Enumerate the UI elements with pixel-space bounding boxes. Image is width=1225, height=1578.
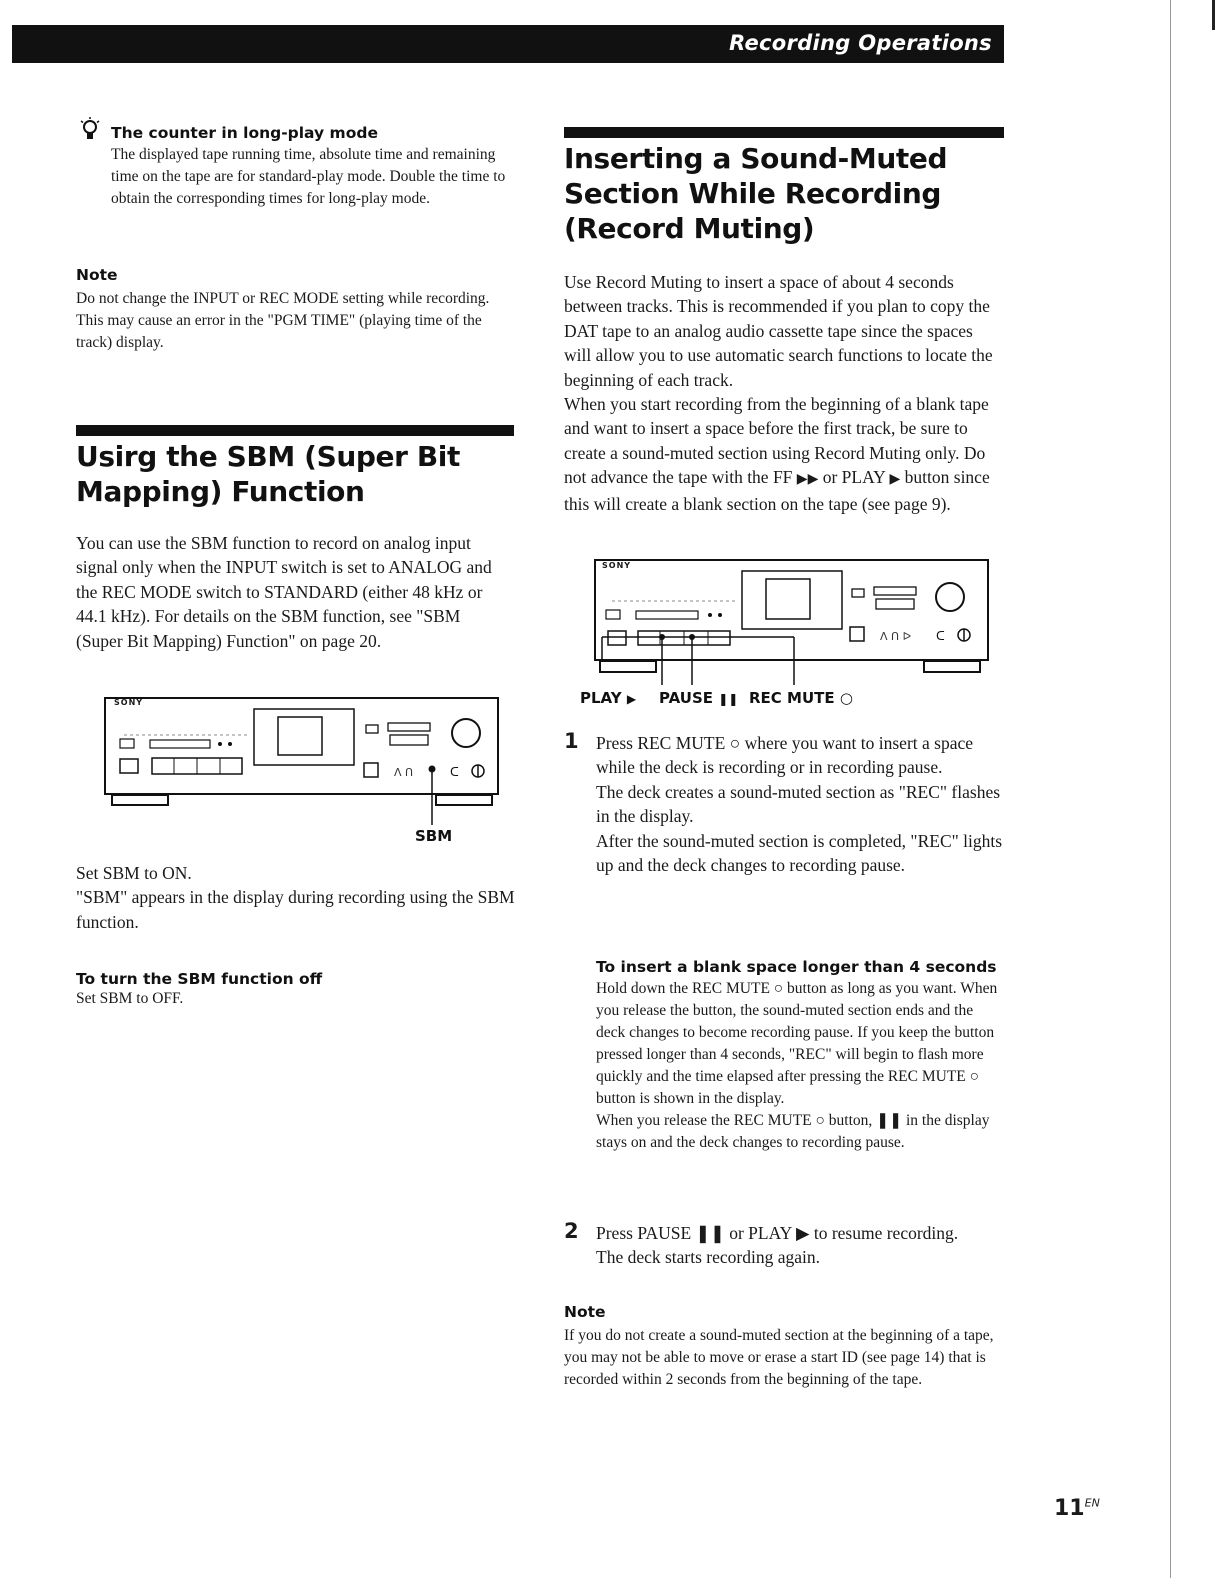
step-2-block bbox=[596, 1221, 1016, 1270]
sbm-title-block bbox=[76, 439, 526, 509]
step-1-line2: The deck creates a sound-muted section as "REC" flashes in the display. bbox=[596, 781, 1001, 827]
step-1-text: Press REC MUTE ○ where you want to insert a space while the deck is recording or in recording pause. bbox=[596, 733, 974, 778]
muting-title-line2: Section While Recording bbox=[564, 177, 942, 210]
page-edge-mark bbox=[1212, 0, 1215, 30]
muting-intro-para2 bbox=[564, 392, 1004, 516]
play-icon: ▶ bbox=[889, 471, 901, 488]
section-rule bbox=[564, 127, 1004, 138]
note-block bbox=[76, 266, 506, 354]
svg-text:ᐱ ᑎ ᐅ: ᐱ ᑎ ᐅ bbox=[880, 630, 912, 643]
step-number: 1 bbox=[564, 729, 579, 753]
svg-text:ᐱ ᑎ: ᐱ ᑎ bbox=[394, 766, 414, 779]
page-edge-line bbox=[1170, 0, 1171, 1578]
play-label bbox=[580, 689, 636, 707]
muting-title-line3: (Record Muting) bbox=[564, 212, 815, 245]
page-number bbox=[1054, 1496, 1100, 1521]
sbm-off-heading: To turn the SBM function off bbox=[76, 970, 323, 988]
pause-icon: ❚❚ bbox=[718, 692, 739, 706]
blank-space-heading: To insert a blank space longer than 4 seconds bbox=[596, 958, 997, 976]
play-label-text: PLAY bbox=[580, 689, 622, 707]
step-number: 2 bbox=[564, 1219, 579, 1243]
svg-text:ᑕ: ᑕ bbox=[936, 629, 945, 643]
muting-deck-illustration bbox=[594, 557, 990, 697]
muting-intro-text-c: button since this will create a blank section on the tape (see page 9). bbox=[564, 467, 990, 514]
rec-mute-label-text: REC MUTE bbox=[749, 689, 835, 707]
muting-figure-brand: SONY bbox=[602, 561, 632, 570]
page-language-suffix: EN bbox=[1084, 1496, 1100, 1510]
ff-icon: ▶▶ bbox=[796, 471, 819, 488]
note-heading: Note bbox=[76, 266, 118, 284]
svg-text:ᑕ: ᑕ bbox=[450, 765, 459, 779]
sbm-off-body: Set SBM to OFF. bbox=[76, 990, 184, 1007]
blank-space-block bbox=[596, 958, 1004, 1154]
rec-mute-icon: ○ bbox=[839, 689, 853, 707]
rec-mute-label bbox=[749, 689, 853, 707]
step-1-line3: After the sound-muted section is completed, "REC" lights up and the deck changes to recording pause. bbox=[596, 830, 1003, 876]
muting-intro-text-b: or PLAY bbox=[822, 467, 886, 488]
muting-intro bbox=[564, 270, 1004, 516]
step-2-line2: The deck starts recording again. bbox=[596, 1247, 821, 1268]
muting-title-line1: Inserting a Sound-Muted bbox=[564, 142, 948, 175]
step-2-text: Press PAUSE ❚❚ or PLAY ▶ to resume recording. bbox=[596, 1223, 959, 1243]
muting-intro-para1: Use Record Muting to insert a space of about 4 seconds between tracks. This is recommended if you plan to copy the DAT tape to an analog audio cassette tape since the spaces will allow you to use automatic search functions to locate the beginning of each track. bbox=[564, 272, 993, 390]
sbm-set-line: Set SBM to ON. bbox=[76, 863, 192, 883]
tip-lightbulb-icon bbox=[78, 116, 102, 144]
sbm-off-block bbox=[76, 970, 516, 1010]
step-1-block bbox=[596, 731, 1006, 877]
sbm-intro-text: You can use the SBM function to record on analog input signal only when the INPUT switch is set to ANALOG and the REC MODE switch to STANDARD (either 48 kHz or 44.1 kHz). For details on the SBM function, see "SBM (Super Bit Mapping) Function" on page 20. bbox=[76, 533, 492, 651]
tip-body: The displayed tape running time, absolute time and remaining time on the tape are for standard-play mode. Double the time to obtain the corresponding times for long-play mode. bbox=[111, 146, 506, 207]
note-body: If you do not create a sound-muted section at the beginning of a tape, you may not be able to move or erase a start ID (see page 14) that is recorded within 2 seconds from the beginning of the tape. bbox=[564, 1327, 994, 1388]
section-rule bbox=[76, 425, 514, 436]
section-header-bar bbox=[12, 25, 1004, 63]
sbm-title-line2: Mapping) Function bbox=[76, 475, 365, 508]
tip-heading: The counter in long-play mode bbox=[111, 124, 378, 142]
muting-intro-text-a: When you start recording from the beginning of a blank tape and want to insert a space before the first track, be sure to create a sound-muted section using Record Muting only. Do not advance the tape with the FF bbox=[564, 394, 989, 488]
note-body: Do not change the INPUT or REC MODE setting while recording. This may cause an error in the "PGM TIME" (playing time of the track) display. bbox=[76, 290, 490, 351]
sbm-figure-label: SBM bbox=[415, 827, 453, 845]
sbm-usage bbox=[76, 861, 516, 934]
sbm-intro bbox=[76, 531, 508, 653]
note-heading: Note bbox=[564, 1303, 606, 1321]
sbm-appears-text: "SBM" appears in the display during recording using the SBM function. bbox=[76, 887, 515, 932]
sbm-title-line1: Usirg the SBM (Super Bit bbox=[76, 440, 460, 473]
muting-title-block bbox=[564, 141, 1024, 246]
pause-label-text: PAUSE bbox=[659, 689, 713, 707]
page-number-value: 11 bbox=[1054, 1496, 1085, 1521]
note-block bbox=[564, 1303, 1000, 1391]
play-icon: ▶ bbox=[626, 692, 637, 706]
pause-label bbox=[659, 689, 738, 707]
blank-space-body: Hold down the REC MUTE ○ button as long as you want. When you release the button, the sound-muted section ends and the deck changes to become recording pause. If you keep the button pressed longer than 4 seconds, "REC" will begin to flash more quickly and the time elapsed after pressing the REC MUTE ○ button is shown in the display. bbox=[596, 980, 998, 1107]
sbm-figure-brand: SONY bbox=[114, 698, 144, 707]
tip-block bbox=[111, 124, 521, 210]
section-title: Recording Operations bbox=[729, 31, 992, 55]
blank-space-body2: When you release the REC MUTE ○ button, ❚❚ in the display stays on and the deck changes to recording pause. bbox=[596, 1112, 990, 1151]
